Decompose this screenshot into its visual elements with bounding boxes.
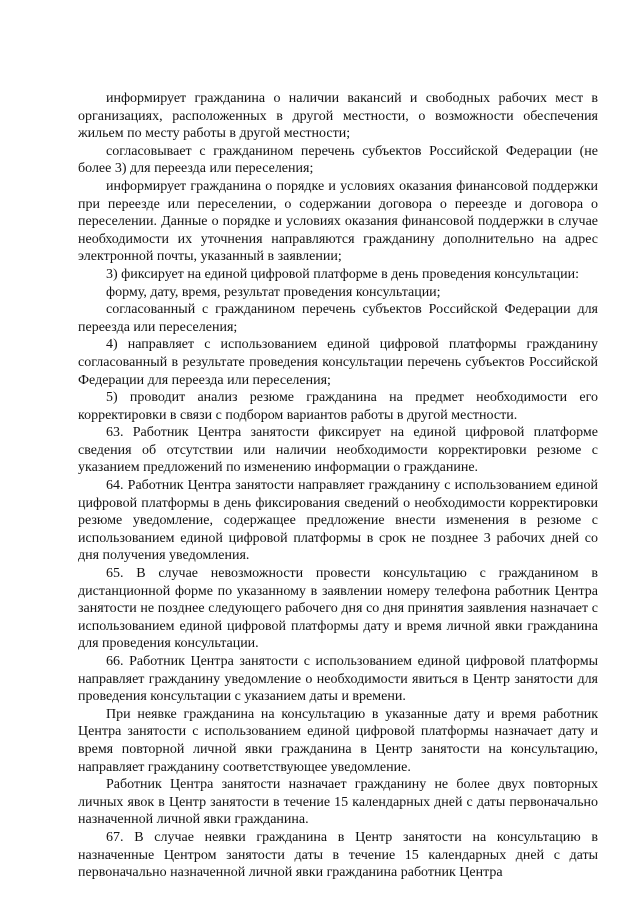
paragraph: 4) направляет с использованием единой цифровой платформы гражданину согласованный в результате проведения консультации перечень субъектов Российской Федерации для переезда или переселения; xyxy=(78,337,598,388)
paragraph: 3) фиксирует на единой цифровой платформе в день проведения консультации: xyxy=(106,266,579,282)
paragraph: согласованный с гражданином перечень субъектов Российской Федерации для переезда или переселения; xyxy=(78,302,598,335)
paragraph: 64. Работник Центра занятости направляет гражданину с использованием единой цифровой платформы в день фиксирования сведений о необходимости корректировки резюме уведомление, содержащее предложение внести изменения в резюме с использованием единой цифровой платформы в срок не позднее 3 рабочих дней со дня получения уведомления. xyxy=(78,478,598,564)
document-page xyxy=(78,90,598,882)
paragraph: 5) проводит анализ резюме гражданина на предмет необходимости его корректировки в связи с подбором вариантов работы в другой местности. xyxy=(78,390,598,423)
paragraph: информирует гражданина о наличии вакансий и свободных рабочих мест в организациях, расположенных в другой местности, о возможности обеспечения жильем по месту работы в другой местности; xyxy=(78,91,598,142)
paragraph: форму, дату, время, результат проведения консультации; xyxy=(106,284,441,300)
paragraph: 63. Работник Центра занятости фиксирует на единой цифровой платформе сведения об отсутствии или наличии необходимости корректировки резюме с указанием предложений по изменению информации о гражданине. xyxy=(78,425,598,476)
paragraph: согласовывает с гражданином перечень субъектов Российской Федерации (не более 3) для переезда или переселения; xyxy=(78,143,598,177)
paragraph: 67. В случае неявки гражданина в Центр занятости на консультацию в назначенные Центром занятости даты в течение 15 календарных дней с даты первоначально назначенной личной явки гражданина работник Центра xyxy=(78,829,598,881)
paragraph: 66. Работник Центра занятости с использованием единой цифровой платформы направляет гражданину уведомление о необходимости явиться в Центр занятости для проведения консультации с указанием даты и времени. xyxy=(78,654,598,705)
paragraph: 65. В случае невозможности провести консультацию с гражданином в дистанционной форме по указанному в заявлении номеру телефона работник Центра занятости не позднее следующего рабочего дня со дня принятия заявления назначает с использованием единой цифровой платформы дату и время личной явки гражданина для проведения консультации. xyxy=(78,566,598,652)
paragraph: информирует гражданина о порядке и условиях оказания финансовой поддержки при переезде или переселении, о содержании договора о переезде и договора о переселении. Данные о порядке и условиях оказания финансовой поддержки в случае необходимости их уточнения направляются гражданину дополнительно на адрес электронной почты, указанный в заявлении; xyxy=(78,178,598,265)
paragraph: Работник Центра занятости назначает гражданину не более двух повторных личных явок в Центр занятости в течение 15 календарных дней с даты первоначально назначенной личной явки гражданина. xyxy=(78,777,598,828)
paragraph: При неявке гражданина на консультацию в указанные дату и время работник Центра занятости с использованием единой цифровой платформы назначает дату и время повторной личной явки гражданина в Центр занятости на консультацию, направляет гражданину соответствующее уведомление. xyxy=(78,706,598,775)
